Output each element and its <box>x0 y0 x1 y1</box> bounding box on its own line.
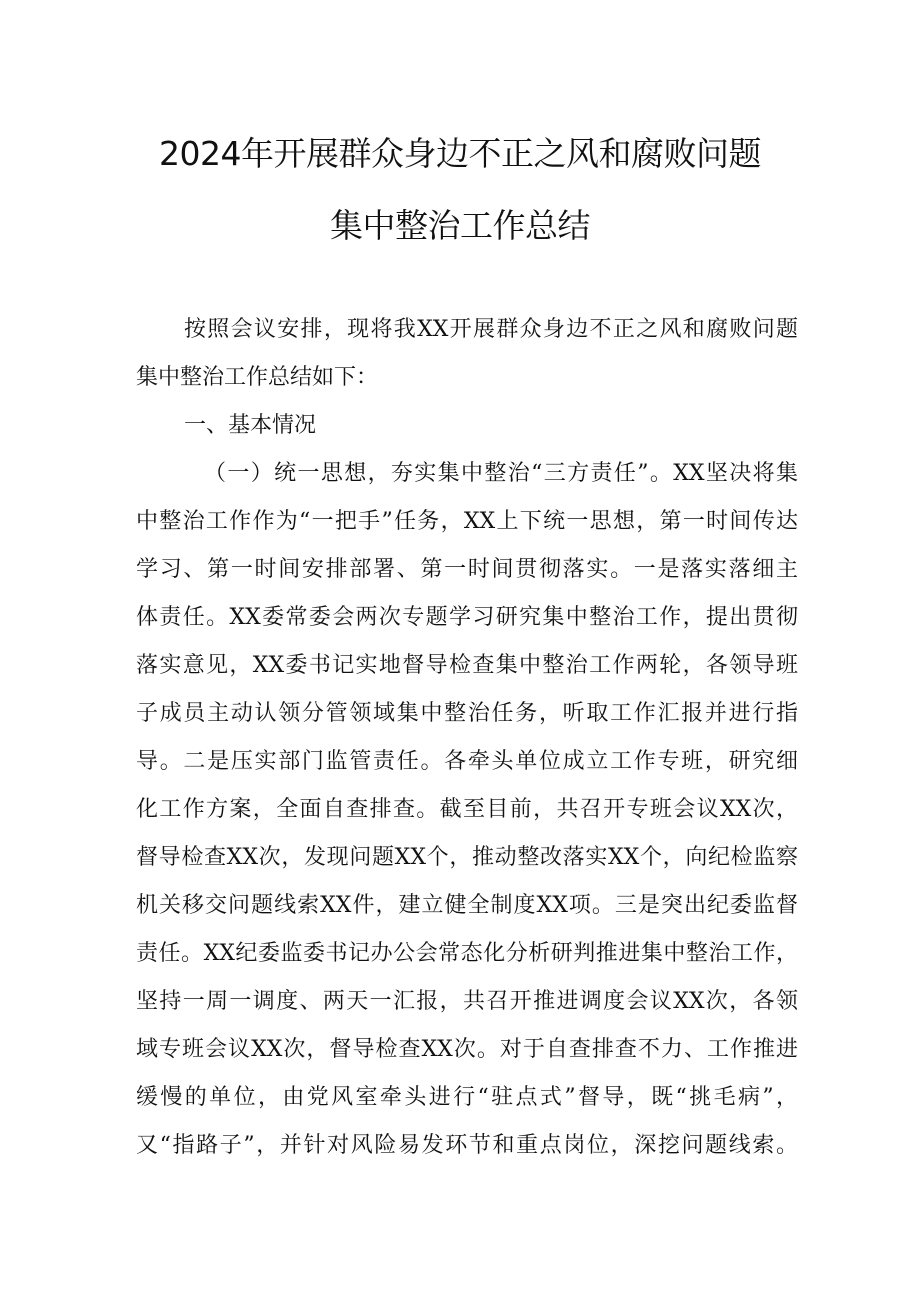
body-line: 域专班会议XX次，督导检查XX次。对于自查排查不力、工作推进 <box>136 1037 798 1062</box>
body-line: 化工作方案，全面自查排查。截至目前，共召开专班会议XX次， <box>136 797 798 822</box>
body-line: 中整治工作作为“一把手”任务，XX上下统一思想，第一时间传达 <box>136 509 798 534</box>
body-line: 又“指路子”，并针对风险易发环节和重点岗位，深挖问题线索。 <box>136 1133 798 1158</box>
body-line: 机关移交问题线索XX件，建立健全制度XX项。三是突出纪委监督 <box>136 893 798 918</box>
body-line: 责任。XX纪委监委书记办公会常态化分析研判推进集中整治工作， <box>136 941 798 966</box>
body-line: 体责任。XX委常委会两次专题学习研究集中整治工作，提出贯彻 <box>136 605 798 630</box>
subsection-heading-line: （一）统一思想，夯实集中整治“三方责任”。XX坚决将集 <box>204 461 798 486</box>
document-title-line-2: 集中整治工作总结 <box>330 206 590 245</box>
body-line: 集中整治工作总结如下： <box>136 365 379 390</box>
body-line: 学习、第一时间安排部署、第一时间贯彻落实。一是落实落细主 <box>136 557 798 582</box>
body-line: 子成员主动认领分管领域集中整治任务，听取工作汇报并进行指 <box>136 701 798 726</box>
document-body <box>136 306 798 1170</box>
section-heading: 一、基本情况 <box>184 413 317 438</box>
body-line: 按照会议安排，现将我XX开展群众身边不正之风和腐败问题 <box>184 317 798 342</box>
body-line: 坚持一周一调度、两天一汇报，共召开推进调度会议XX次，各领 <box>136 989 798 1014</box>
body-line: 导。二是压实部门监管责任。各牵头单位成立工作专班，研究细 <box>136 749 798 774</box>
document-title-line-1: 2024年开展群众身边不正之风和腐败问题 <box>159 134 761 173</box>
body-line: 落实意见，XX委书记实地督导检查集中整治工作两轮，各领导班 <box>136 653 798 678</box>
body-line: 督导检查XX次，发现问题XX个，推动整改落实XX个，向纪检监察 <box>136 845 798 870</box>
body-line: 缓慢的单位，由党风室牵头进行“驻点式”督导，既“挑毛病”， <box>136 1085 798 1110</box>
